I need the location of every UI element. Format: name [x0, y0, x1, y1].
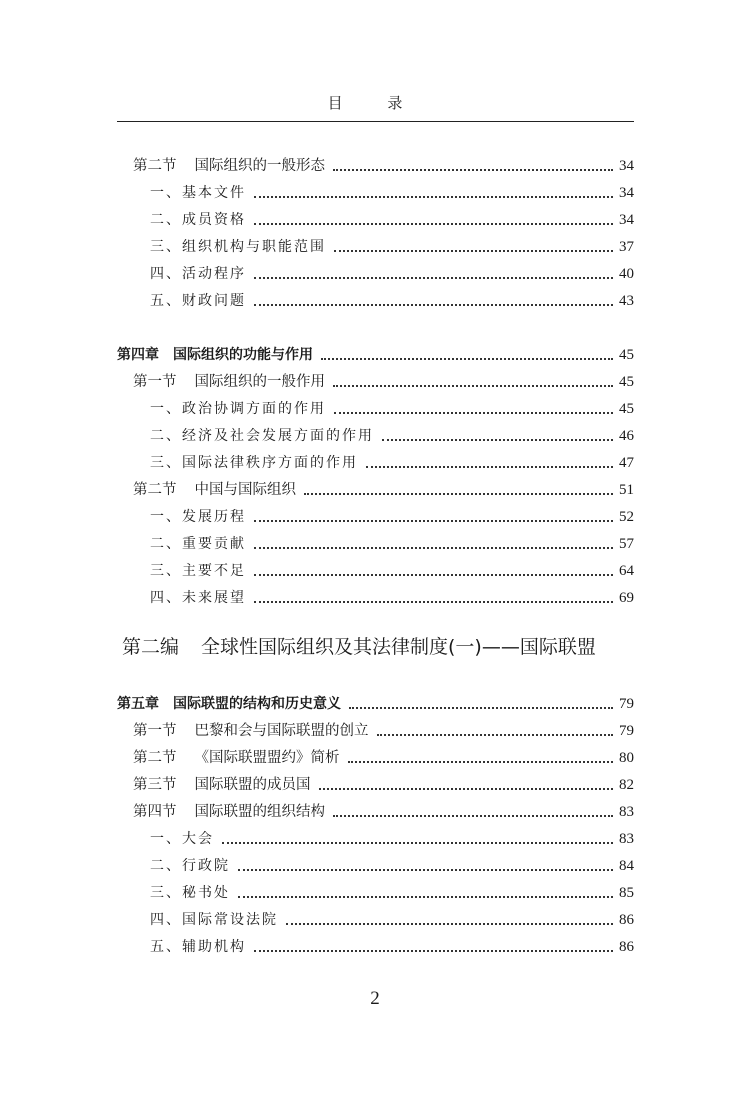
toc-entry-title — [150, 535, 246, 553]
toc-entry-title — [133, 749, 340, 767]
toc-entry-text: 中国与国际组织 — [194, 482, 296, 498]
leader-dots — [254, 223, 613, 225]
toc-entry-text: 财政问题 — [182, 293, 246, 309]
toc-entry-item — [150, 851, 634, 875]
toc-entry-item — [150, 421, 634, 445]
toc-entry-label: 二、 — [150, 212, 182, 228]
toc-entry-title — [150, 238, 326, 256]
leader-dots — [334, 412, 613, 414]
toc-entry-label: 一、 — [150, 831, 182, 847]
toc-page-number: 57 — [619, 536, 634, 552]
toc-page-number: 79 — [619, 723, 634, 739]
toc-entry-text: 国际组织的一般形态 — [194, 158, 325, 174]
toc-entry-label: 一、 — [150, 185, 182, 201]
toc-entry-label: 三、 — [150, 455, 182, 471]
toc-entry-title — [150, 211, 246, 229]
leader-dots — [222, 842, 613, 844]
leader-dots — [286, 923, 613, 925]
toc-page-number: 45 — [619, 401, 634, 417]
toc-entry-section — [133, 770, 634, 794]
part-title: 全球性国际组织及其法律制度(一)——国际联盟 — [201, 636, 596, 658]
toc-entry-title — [150, 562, 246, 580]
toc-page-number: 79 — [619, 696, 634, 712]
toc-page-number: 80 — [619, 750, 634, 766]
toc-entry-label: 第二节 — [133, 482, 177, 498]
toc-entry-item — [150, 286, 634, 310]
leader-dots — [333, 815, 613, 817]
toc-entry-text: 主要不足 — [182, 563, 246, 579]
toc-entry-text: 辅助机构 — [182, 939, 246, 955]
toc-entry-title — [150, 884, 230, 902]
toc-entry-item — [150, 232, 634, 256]
leader-dots — [238, 869, 613, 871]
toc-entry-text: 成员资格 — [182, 212, 246, 228]
leader-dots — [366, 466, 613, 468]
toc-entry-text: 国际组织的一般作用 — [194, 374, 325, 390]
toc-entry-label: 二、 — [150, 858, 182, 874]
toc-entry-label: 三、 — [150, 563, 182, 579]
toc-entry-item — [150, 448, 634, 472]
leader-dots — [382, 439, 613, 441]
toc-entry-text: 巴黎和会与国际联盟的创立 — [194, 723, 369, 739]
toc-page-number: 45 — [619, 374, 634, 390]
toc-entry-title — [150, 589, 246, 607]
leader-dots — [349, 707, 613, 709]
leader-dots — [254, 304, 613, 306]
toc-page-number: 86 — [619, 912, 634, 928]
toc-entry-chapter — [117, 340, 634, 364]
toc-entry-text: 基本文件 — [182, 185, 246, 201]
leader-dots — [348, 761, 614, 763]
toc-entry-title — [150, 400, 326, 418]
toc-entry-item — [150, 259, 634, 283]
toc-entry-label: 第一节 — [133, 723, 177, 739]
toc-entry-title — [133, 481, 296, 499]
toc-entry-label: 四、 — [150, 912, 182, 928]
toc-page-number: 84 — [619, 858, 634, 874]
toc-page-number: 37 — [619, 239, 634, 255]
toc-entry-item — [150, 556, 634, 580]
toc-entry-text: 国际联盟的结构和历史意义 — [173, 696, 341, 712]
toc-entry-item — [150, 824, 634, 848]
toc-entry-text: 国际组织的功能与作用 — [173, 347, 313, 363]
toc-entry-title — [150, 454, 358, 472]
toc-entry-text: 国际联盟的组织结构 — [194, 804, 325, 820]
toc-entry-text: 发展历程 — [182, 509, 246, 525]
toc-page-number: 52 — [619, 509, 634, 525]
toc-entry-text: 国际常设法院 — [182, 912, 278, 928]
toc-entry-item — [150, 205, 634, 229]
toc-entry-label: 二、 — [150, 536, 182, 552]
leader-dots — [254, 277, 613, 279]
leader-dots — [333, 385, 613, 387]
toc-entry-label: 五、 — [150, 939, 182, 955]
toc-page-number: 64 — [619, 563, 634, 579]
toc-page-number: 43 — [619, 293, 634, 309]
toc-entry-label: 第一节 — [133, 374, 177, 390]
toc-entry-item — [150, 178, 634, 202]
toc-entry-title — [133, 776, 311, 794]
toc-entry-section — [133, 475, 634, 499]
leader-dots — [254, 950, 613, 952]
toc-entry-title — [150, 265, 246, 283]
toc-entry-section — [133, 797, 634, 821]
toc-entry-title — [117, 695, 341, 713]
page-number: 2 — [370, 988, 380, 1009]
toc-entry-title — [150, 427, 374, 445]
toc-entry-item — [150, 583, 634, 607]
toc-page-number: 46 — [619, 428, 634, 444]
leader-dots — [238, 896, 613, 898]
toc-page-number: 34 — [619, 212, 634, 228]
toc-entry-title — [117, 346, 313, 364]
toc-entry-title — [133, 157, 325, 175]
leader-dots — [321, 358, 613, 360]
toc-entry-text: 组织机构与职能范围 — [182, 239, 326, 255]
leader-dots — [334, 250, 613, 252]
toc-entry-chapter — [117, 689, 634, 713]
toc-entry-title — [150, 184, 246, 202]
toc-entry-title — [150, 857, 230, 875]
toc-page-number: 45 — [619, 347, 634, 363]
leader-dots — [254, 547, 613, 549]
toc-entry-item — [150, 502, 634, 526]
toc-entry-label: 四、 — [150, 590, 182, 606]
toc-entry-item — [150, 394, 634, 418]
toc-entry-text: 重要贡献 — [182, 536, 246, 552]
toc-entry-label: 五、 — [150, 293, 182, 309]
toc-page-number: 40 — [619, 266, 634, 282]
leader-dots — [254, 574, 613, 576]
page-header-title: 目 录 — [327, 94, 423, 112]
toc-entry-title — [150, 938, 246, 956]
toc-entry-text: 政治协调方面的作用 — [182, 401, 326, 417]
toc-entry-label: 第四节 — [133, 804, 177, 820]
toc-page-number: 69 — [619, 590, 634, 606]
toc-entry-text: 行政院 — [182, 858, 230, 874]
leader-dots — [254, 601, 613, 603]
toc-entry-label: 一、 — [150, 509, 182, 525]
leader-dots — [319, 788, 614, 790]
toc-page-number: 34 — [619, 158, 634, 174]
toc-entry-label: 第二节 — [133, 158, 177, 174]
part-heading — [122, 632, 596, 659]
leader-dots — [254, 520, 613, 522]
leader-dots — [333, 169, 613, 171]
toc-entry-section — [133, 743, 634, 767]
leader-dots — [254, 196, 613, 198]
toc-entry-label: 第三节 — [133, 777, 177, 793]
toc-entry-label: 第五章 — [117, 696, 159, 712]
toc-entry-text: 未来展望 — [182, 590, 246, 606]
leader-dots — [304, 493, 613, 495]
toc-entry-title — [150, 508, 246, 526]
toc-entry-title — [150, 830, 214, 848]
toc-page-number: 51 — [619, 482, 634, 498]
toc-entry-label: 四、 — [150, 266, 182, 282]
toc-entry-section — [133, 367, 634, 391]
toc-page-number: 34 — [619, 185, 634, 201]
part-label: 第二编 — [122, 636, 180, 658]
toc-entry-text: 秘书处 — [182, 885, 230, 901]
toc-entry-title — [150, 292, 246, 310]
toc-entry-label: 三、 — [150, 239, 182, 255]
toc-entry-label: 三、 — [150, 885, 182, 901]
toc-page-number: 86 — [619, 939, 634, 955]
toc-page-number: 85 — [619, 885, 634, 901]
toc-entry-title — [150, 911, 278, 929]
toc-entry-label: 第四章 — [117, 347, 159, 363]
toc-entry-title — [133, 803, 325, 821]
toc-entry-text: 经济及社会发展方面的作用 — [182, 428, 374, 444]
toc-entry-title — [133, 722, 369, 740]
toc-entry-item — [150, 905, 634, 929]
toc-page-number: 83 — [619, 804, 634, 820]
toc-entry-text: 国际法律秩序方面的作用 — [182, 455, 358, 471]
leader-dots — [377, 734, 614, 736]
toc-entry-text: 大会 — [182, 831, 214, 847]
toc-entry-section — [133, 151, 634, 175]
toc-entry-title — [133, 373, 325, 391]
toc-entry-text: 《国际联盟盟约》简析 — [194, 750, 340, 766]
toc-page-number: 47 — [619, 455, 634, 471]
toc-page-number: 83 — [619, 831, 634, 847]
toc-entry-label: 第二节 — [133, 750, 177, 766]
toc-entry-item — [150, 932, 634, 956]
toc-entry-text: 活动程序 — [182, 266, 246, 282]
toc-entry-text: 国际联盟的成员国 — [194, 777, 311, 793]
toc-entry-label: 一、 — [150, 401, 182, 417]
toc-entry-item — [150, 878, 634, 902]
toc-entry-item — [150, 529, 634, 553]
toc-entry-section — [133, 716, 634, 740]
toc-page-number: 82 — [619, 777, 634, 793]
toc-entry-label: 二、 — [150, 428, 182, 444]
